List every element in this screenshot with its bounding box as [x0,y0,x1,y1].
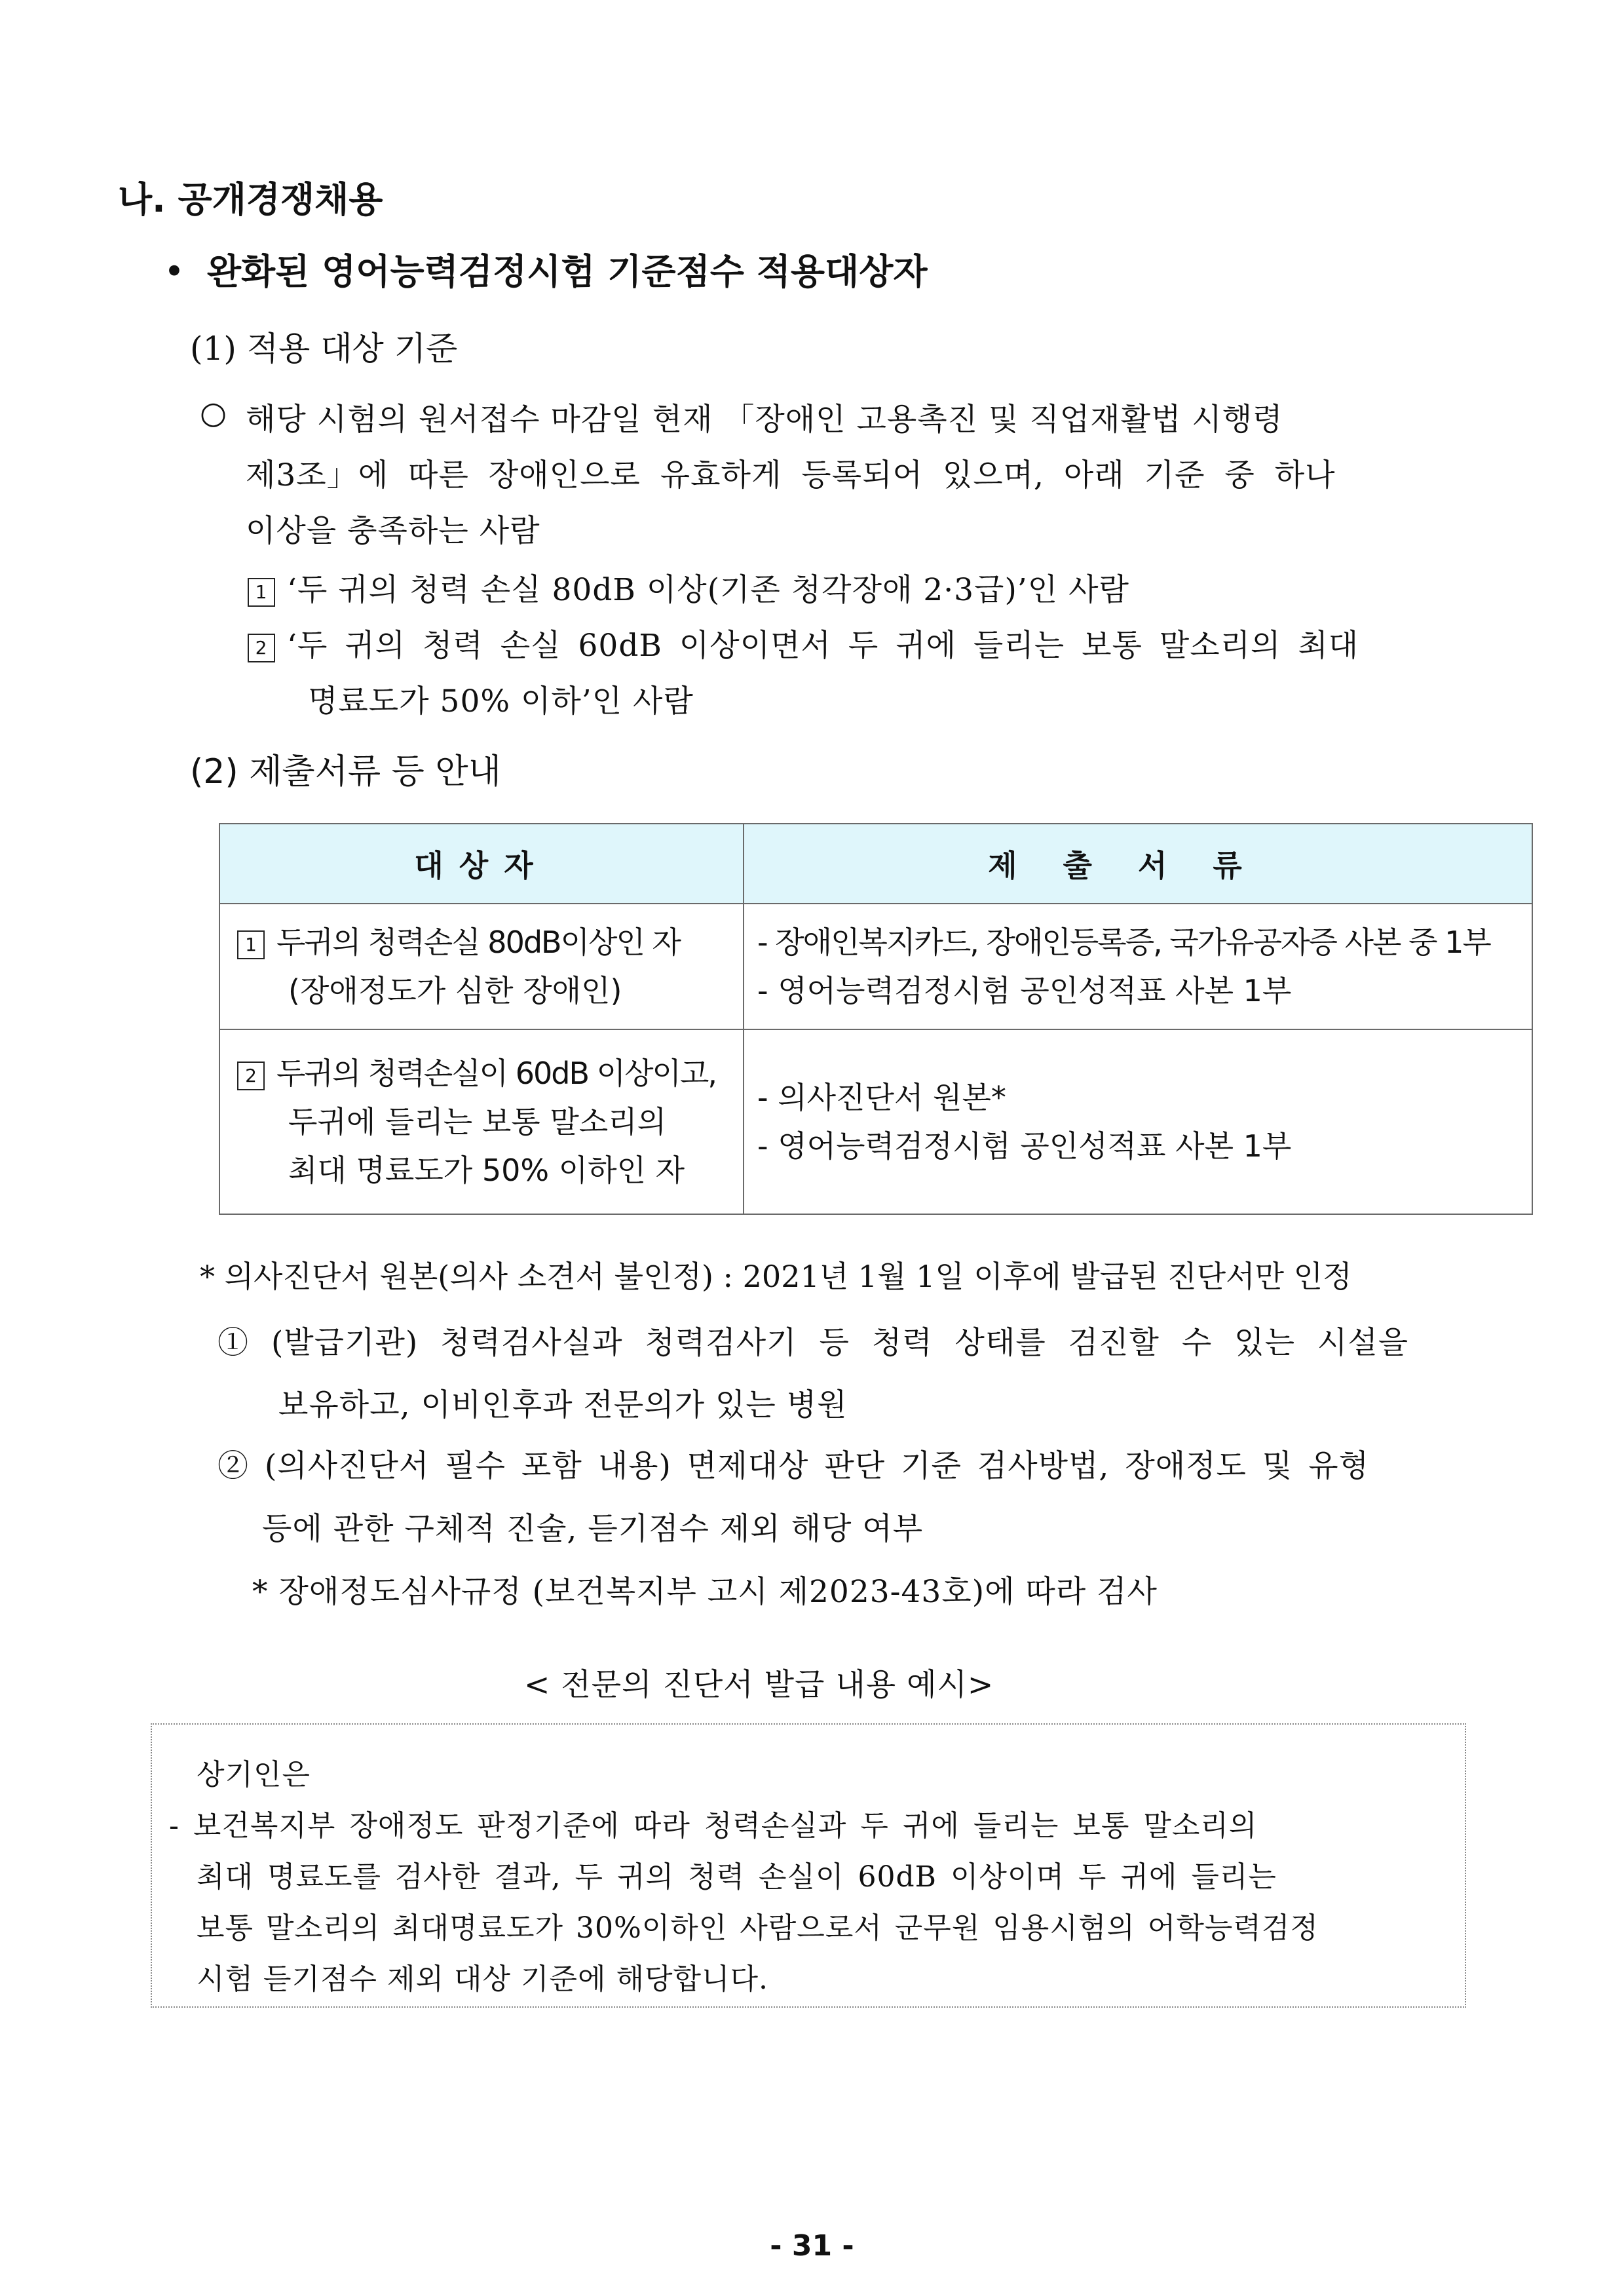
section-title: 나. 공개경쟁채용 [118,179,383,220]
note-item-1-line1: ① (발급기관) 청력검사실과 청력검사기 등 청력 상태를 검진할 수 있는 시설을 [217,1325,1409,1361]
row2-target [219,1029,744,1214]
bullet-title: 완화된 영어능력검정시험 기준점수 적용대상자 [206,251,928,292]
sub1-heading: (1) 적용 대상 기준 [190,330,458,368]
note-item-2-line2: 등에 관한 구체적 진술, 듣기점수 제외 해당 여부 [262,1511,924,1547]
note-item-2-line1: ② (의사진단서 필수 포함 내용) 면제대상 판단 기준 검사방법, 장애정도 및 유형 [217,1448,1370,1484]
criteria-item-1 [248,565,1129,609]
row1-doc-line1: - 장애인복지카드, 장애인등록증, 국가유공자증 사본 중 1부 [757,925,1490,960]
row1-target [219,904,744,1029]
table-row [219,1029,1532,1214]
criteria-item-1-text: ‘두 귀의 청력 손실 80dB 이상(기존 청각장애 2·3급)’인 사람 [287,572,1129,608]
criteria-item-2-line2: 명료도가 50% 이하’인 사람 [308,683,694,719]
criteria-para-line1 [246,395,1464,439]
header-target: 대상자 [219,824,744,904]
row2-doc-line1: - 의사진단서 원본* [757,1080,1006,1115]
row1-target-line2: (장애정도가 심한 장애인) [288,973,622,1008]
criteria-para-line3: 이상을 충족하는 사람 [246,513,540,549]
row1-target-line1: 두귀의 청력손실 80dB이상인 자 [276,925,680,960]
table-row [219,904,1532,1029]
row2-docs [744,1029,1532,1214]
note-sub-star: * 장애정도심사규정 (보건복지부 고시 제2023-43호)에 따라 검사 [252,1574,1158,1610]
criteria-item-2 [248,621,1359,665]
number-box-2: 2 [237,1062,265,1090]
documents-table [219,823,1533,1215]
note-star-line: * 의사진단서 원본(의사 소견서 불인정) : 2021년 1월 1일 이후에 발급된 진단서만 인정 [200,1259,1352,1294]
number-box-1: 1 [248,578,275,607]
circle-marker: ○ [200,395,228,431]
page-number: - 31 - [770,2229,854,2263]
row2-target-line3: 최대 명료도가 50% 이하인 자 [288,1153,685,1188]
header-docs: 제출서류 [744,824,1532,904]
bullet-heading [164,244,928,294]
table-header-row [219,824,1532,904]
bullet-dot: • [164,251,185,292]
example-opening: 상기인은 [197,1758,311,1791]
row1-docs [744,904,1532,1029]
example-line2: 최대 명료도를 검사한 결과, 두 귀의 청력 손실이 60dB 이상이며 두 귀에 들리는 [197,1860,1277,1894]
number-box-1: 1 [237,930,265,959]
row2-doc-line2: - 영어능력검정시험 공인성적표 사본 1부 [757,1128,1292,1164]
example-line3: 보통 말소리의 최대명료도가 30%이하인 사람으로서 군무원 임용시험의 어학능력검정 [197,1911,1319,1945]
example-caption: < 전문의 진단서 발급 내용 예시> [524,1667,994,1703]
row2-target-line1: 두귀의 청력손실이 60dB 이상이고, [276,1056,717,1091]
sub2-heading: (2) 제출서류 등 안내 [190,752,501,792]
criteria-text: 해당 시험의 원서접수 마감일 현재 「장애인 고용촉진 및 직업재활법 시행령 [246,402,1283,438]
example-line1: - 보건복지부 장애정도 판정기준에 따라 청력손실과 두 귀에 들리는 보통 말소리의 [169,1809,1258,1843]
criteria-item-2-text: ‘두 귀의 청력 손실 60dB 이상이면서 두 귀에 들리는 보통 말소리의 최대 [287,628,1359,664]
example-line4: 시험 듣기점수 제외 대상 기준에 해당합니다. [197,1962,768,1996]
criteria-para-line2: 제3조」에 따른 장애인으로 유효하게 등록되어 있으며, 아래 기준 중 하나 [246,457,1336,493]
number-box-2: 2 [248,634,275,662]
row1-doc-line2: - 영어능력검정시험 공인성적표 사본 1부 [757,973,1292,1008]
note-item-1-line2: 보유하고, 이비인후과 전문의가 있는 병원 [278,1387,848,1423]
row2-target-line2: 두귀에 들리는 보통 말소리의 [288,1104,667,1139]
